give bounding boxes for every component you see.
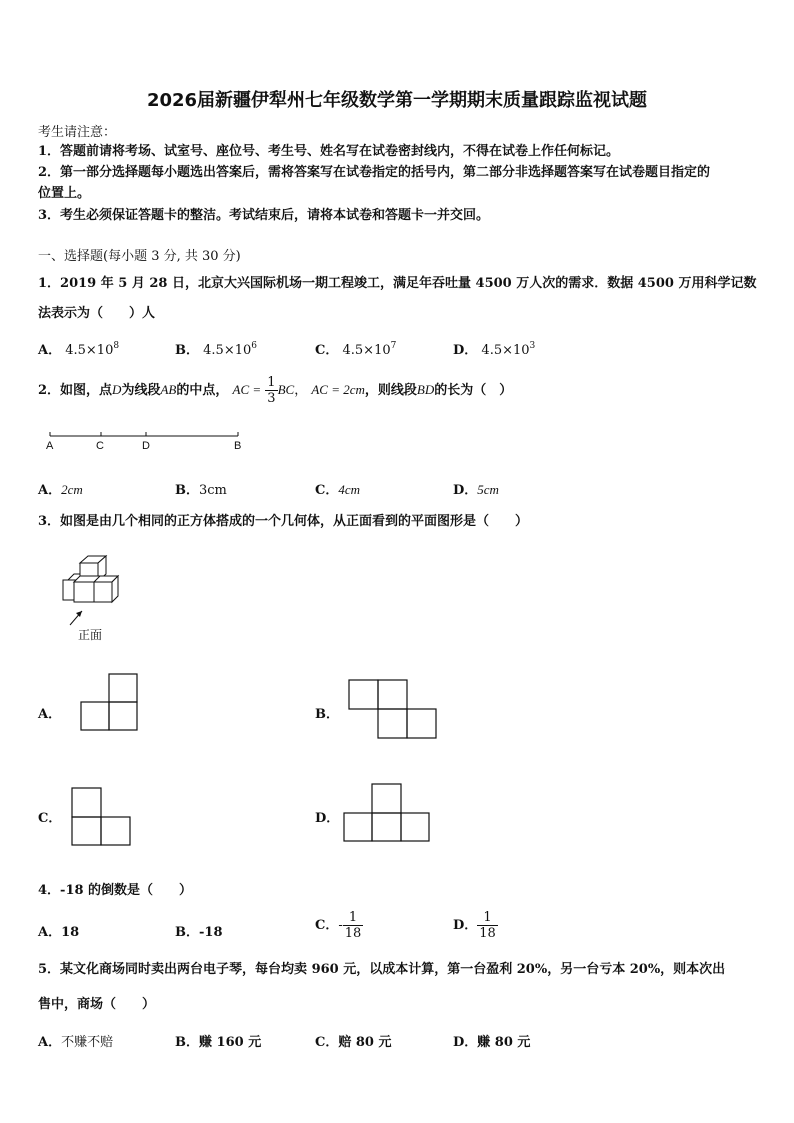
label-b: B <box>234 440 242 452</box>
fraction-numerator: 1 <box>267 375 276 390</box>
option-label: B． <box>175 343 199 358</box>
option-label: D． <box>453 483 478 498</box>
q5-option-c[interactable] <box>315 1031 392 1050</box>
option-value: 18 <box>61 925 80 940</box>
q3-option-b-figure[interactable] <box>348 679 440 739</box>
fraction-numerator: 1 <box>477 910 498 926</box>
q2-option-a[interactable] <box>38 479 83 498</box>
option-value: 赔 80 元 <box>338 1035 392 1050</box>
arrow-head <box>76 611 82 617</box>
option-label: B． <box>175 483 199 498</box>
option-value: 赚 80 元 <box>477 1035 531 1050</box>
option-label: C． <box>315 1035 339 1050</box>
q2-point-d: D <box>112 382 122 397</box>
q5-option-a[interactable] <box>38 1031 113 1050</box>
option-label: C． <box>315 343 339 358</box>
q1-option-a[interactable] <box>38 339 119 358</box>
q2-fraction <box>265 375 277 406</box>
section-heading: 一、选择题(每小题 3 分, 共 30 分) <box>38 249 241 264</box>
q2-mid1: 为线段 <box>121 383 161 398</box>
label-a: A <box>46 440 54 452</box>
option-mantissa: 4.5×10 <box>65 343 114 358</box>
q2-seg-bd: BD <box>416 382 435 397</box>
option-mantissa: 4.5×10 <box>203 343 252 358</box>
option-label: D． <box>453 343 478 358</box>
notice-item-1: 1．答题前请将考场、试室号、座位号、考生号、姓名写在试卷密封线内，不得在试卷上作任何标记。 <box>38 144 620 159</box>
q1-option-d[interactable] <box>453 339 535 358</box>
q2-eq1-right: BC <box>277 382 295 397</box>
notice-heading: 考生请注意： <box>38 125 117 140</box>
cube-top <box>74 576 118 582</box>
option-fraction <box>343 910 364 941</box>
option-value: 不赚不赔 <box>61 1035 114 1050</box>
q2-eq2: AC = 2cm <box>311 382 365 397</box>
q5-text-line1: 5．某文化商场同时卖出两台电子琴，每台均卖 960 元，以成本计算，第一台盈利 20%，另一台亏本 20%，则本次出 <box>38 962 726 977</box>
q4-text: 4．-18 的倒数是（ ） <box>38 883 193 898</box>
option-label: A． <box>38 925 62 940</box>
notice-item-3: 3．考生必须保证答题卡的整洁。考试结束后，请将本试卷和答题卡一并交回。 <box>38 208 490 223</box>
q3-option-a-label[interactable]: A． <box>38 707 62 722</box>
option-mantissa: 4.5×10 <box>481 343 530 358</box>
option-exponent: 7 <box>390 341 397 351</box>
q3-option-c-figure[interactable] <box>71 787 133 847</box>
option-value: 赚 160 元 <box>199 1035 262 1050</box>
option-exponent: 8 <box>113 341 120 351</box>
q4-option-a[interactable] <box>38 921 79 940</box>
notice-item-2-cont: 位置上。 <box>38 186 91 201</box>
q3-cube-figure <box>60 555 126 625</box>
option-label: A． <box>38 483 62 498</box>
q1-text-line2: 法表示为（ ）人 <box>38 306 156 321</box>
q2-option-d[interactable] <box>453 479 499 498</box>
option-label: C． <box>315 483 339 498</box>
fraction-numerator: 1 <box>343 910 364 926</box>
label-d: D <box>142 440 150 452</box>
q2-eq1-left: AC = <box>232 382 262 397</box>
fraction-denominator: 3 <box>267 391 276 406</box>
q2-prefix: 2．如图，点 <box>38 383 113 398</box>
option-exponent: 6 <box>251 341 257 351</box>
option-label: D． <box>453 918 478 933</box>
q2-mid2: 的中点， <box>176 383 229 398</box>
q2-seg-ab: AB <box>160 382 177 397</box>
q4-option-d[interactable] <box>453 910 498 941</box>
q2-comma: ， <box>294 383 308 398</box>
q2-text <box>38 375 512 406</box>
q3-option-d-figure[interactable] <box>343 783 435 845</box>
option-fraction <box>477 910 498 941</box>
q3-text: 3．如图是由几个相同的正方体搭成的一个几何体，从正面看到的平面图形是（ ） <box>38 514 529 529</box>
q5-text-line2: 售中，商场（ ） <box>38 997 156 1012</box>
cube-front <box>94 582 112 602</box>
option-sign: - <box>338 918 343 933</box>
q2-option-c[interactable] <box>315 479 360 498</box>
option-label: A． <box>38 1035 62 1050</box>
option-label: B． <box>175 1035 199 1050</box>
option-value: 4cm <box>338 482 361 497</box>
q4-option-b[interactable] <box>175 921 223 940</box>
q4-option-c[interactable] <box>315 910 363 941</box>
front-view-label: 正面 <box>78 628 103 642</box>
option-value: 3cm <box>199 483 227 498</box>
label-c: C <box>96 440 104 452</box>
q2-option-b[interactable] <box>175 479 227 498</box>
notice-item-2: 2．第一部分选择题每小题选出答案后，需将答案写在试卷指定的括号内，第二部分非选择题答案写在试卷题目指定的 <box>38 165 711 180</box>
q5-option-d[interactable] <box>453 1031 530 1050</box>
option-value: 2cm <box>61 482 83 497</box>
q2-mid3: ，则线段 <box>364 383 417 398</box>
q2-suffix: 的长为（ ） <box>434 383 513 398</box>
q5-option-b[interactable] <box>175 1031 261 1050</box>
q1-text-line1: 1．2019 年 5 月 28 日，北京大兴国际机场一期工程竣工，满足年吞吐量 4500 万人次的需求．数据 4500 万用科学记数 <box>38 276 757 291</box>
q3-option-b-label[interactable]: B． <box>315 707 339 722</box>
q3-option-a-figure[interactable] <box>80 673 140 733</box>
q1-option-b[interactable] <box>175 339 257 358</box>
cube-front <box>74 582 94 602</box>
q3-option-d-label[interactable]: D． <box>315 811 340 826</box>
option-mantissa: 4.5×10 <box>342 343 391 358</box>
page-title: 2026届新疆伊犁州七年级数学第一学期期末质量跟踪监视试题 <box>146 90 648 111</box>
option-label: D． <box>453 1035 478 1050</box>
option-exponent: 3 <box>529 341 536 351</box>
option-value: -18 <box>199 925 223 940</box>
fraction-denominator: 18 <box>479 926 496 941</box>
option-label: B． <box>175 925 199 940</box>
option-label: C． <box>315 918 339 933</box>
q3-option-c-label[interactable]: C． <box>38 811 62 826</box>
fraction-denominator: 18 <box>344 926 362 941</box>
q1-option-c[interactable] <box>315 339 396 358</box>
option-label: A． <box>38 343 62 358</box>
option-value: 5cm <box>477 482 499 497</box>
